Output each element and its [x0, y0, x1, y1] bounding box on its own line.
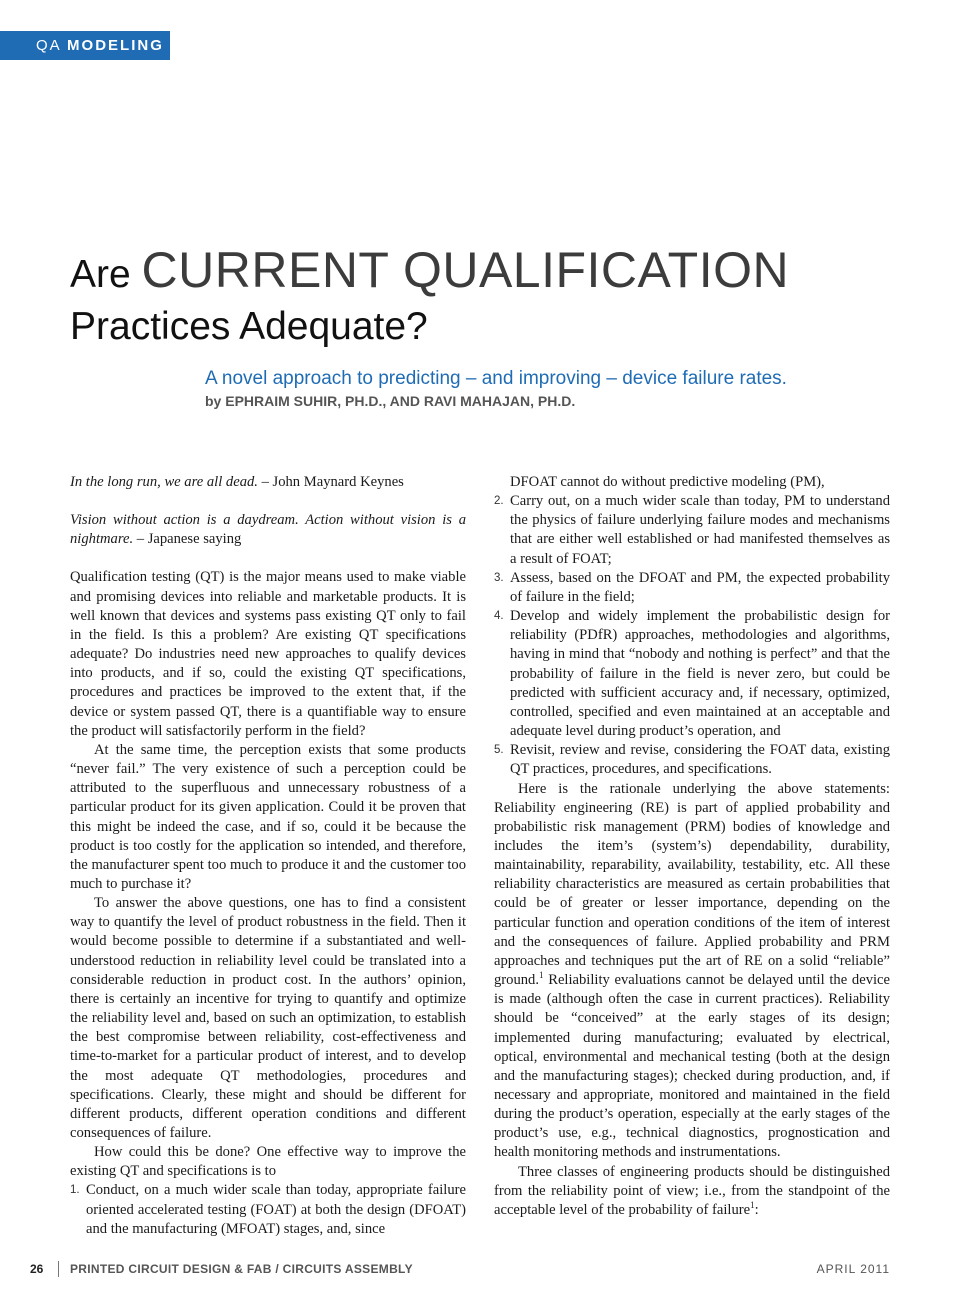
section-tag: [0, 31, 170, 60]
list-item-text: Carry out, on a much wider scale than today, PM to understand the physics of failure underlying failure modes and mechanisms that are either well established or had manifested themselves as a result of FOAT;: [510, 493, 890, 567]
section-tag-label: MODELING: [67, 37, 164, 54]
list-item: [494, 569, 890, 607]
title-line2: Practices Adequate?: [70, 305, 428, 348]
list-item: [494, 492, 890, 569]
body-paragraph: Qualification testing (QT) is the major means used to make viable and promising devices into reliable and marketable products. It is well known that devices and systems pass existing QT only to fail in the field. Is this a problem? Are existing QT specifications adequate? Do industries need new approaches to qualify devices into products, and if so, could the existing QT specifications, procedures and practices be improved to the extent that, if the device or system passed QT, there is a quantifiable way to ensure the product will satisfactorily perform in the field?: [70, 569, 466, 739]
rationale-text: Here is the rationale underlying the above statements: Reliability engineering (RE) is part of applied probability and probabilistic risk management (PRM) bodies of knowledge and includes the item’s (system’s) dependability, durability, maintainability, reparability, availability, testability, etc. All these reliability characteristics are measured as certain probabilities that could be of greater or lesser importance, depending on the particular function and operation conditions of the item of interest and the consequences of failure. Applied probability and PRM approaches and techniques put the art of RE on a solid “reliable” ground.: [494, 780, 890, 989]
epigraph-japanese: [70, 511, 466, 549]
epigraph-japanese-attribution: – Japanese saying: [133, 531, 242, 548]
list-item-number: 1.: [70, 1184, 80, 1197]
list-item: [70, 1181, 466, 1238]
left-column: [70, 473, 466, 1239]
article-subtitle: A novel approach to predicting – and improving – device failure rates.: [205, 368, 787, 389]
section-tag-prefix: QA: [36, 37, 61, 54]
list-item: [494, 607, 890, 741]
body-paragraph: How could this be done? One effective way to improve the existing QT and specifications is to: [70, 1144, 466, 1180]
issue-date: APRIL 2011: [816, 1262, 890, 1276]
list-item-number: 2.: [494, 495, 504, 508]
epigraph-keynes: [70, 473, 466, 492]
epigraph-keynes-attribution: – John Maynard Keynes: [257, 474, 404, 490]
publication-name: PRINTED CIRCUIT DESIGN & FAB / CIRCUITS ASSEMBLY: [70, 1262, 413, 1276]
epigraph-japanese-quote: Vision without action is a daydream. Action without vision is a nightmare.: [70, 512, 466, 548]
footer-divider: [58, 1261, 59, 1277]
footnote-ref: 1: [750, 1200, 755, 1211]
list-item-text: DFOAT cannot do without predictive modeling (PM),: [510, 474, 825, 490]
title-emphasis: CURRENT QUALIFICATION: [141, 242, 790, 298]
body-paragraph: [494, 1163, 890, 1220]
page-number: 26: [30, 1262, 44, 1276]
list-item-number: 5.: [494, 744, 504, 757]
article-byline: by EPHRAIM SUHIR, PH.D., AND RAVI MAHAJAN, PH.D.: [205, 393, 576, 409]
title-are: Are: [70, 253, 142, 296]
classes-text-tail: :: [754, 1201, 759, 1218]
body-paragraph: [494, 780, 890, 1163]
epigraph-keynes-quote: In the long run, we are all dead.: [70, 474, 258, 490]
list-item-text: Revisit, review and revise, considering the FOAT data, existing QT practices, procedures, and specifications.: [510, 742, 890, 778]
rationale-text-tail: Reliability evaluations cannot be delayed until the device is made (although often the case in current practices). Reliability should be “conceived” at the early stages of its design; implemented during manufacturing; evaluated by electrical, optical, environmental and mechanical testing (both at the design and the manufacturing stages); checked during production, and, if necessary and appropriate, monitored and maintained in the field during the product’s operation, especially at the early stages of the product’s use, e.g., technical diagnostics, prognostication and health monitoring methods and instrumentations.: [494, 972, 890, 1161]
classes-text: Three classes of engineering products should be distinguished from the reliability point of view; i.e., from the standpoint of the acceptable level of the probability of failure: [494, 1163, 890, 1218]
article-title: [70, 244, 890, 353]
list-item: [494, 741, 890, 779]
list-item: [494, 473, 890, 492]
list-item-text: Conduct, on a much wider scale than today, appropriate failure oriented accelerated testing (FOAT) at both the design (DFOAT) and the manufacturing (MFOAT) stages, and, since: [86, 1182, 466, 1237]
list-item-number: 3.: [494, 571, 504, 584]
page-footer: [0, 1262, 960, 1280]
body-paragraph: To answer the above questions, one has to find a consistent way to quantify the level of product robustness in the field. Then it would become possible to determine if a substantiated and well-understood reduction in reliability level could be translated into a considerable reduction in product cost. In the authors’ opinion, there is certainly an incentive for trying to quantify and optimize the reliability level and, based on such an optimization, to establish the best compromise between reliability, cost-effectiveness and time-to-market for a particular product of interest, and to develop the most adequate QT methodologies, procedures and specifications. Clearly, these might and should be different for different products, different operation conditions and different consequences of failure.: [70, 895, 466, 1141]
right-column: [494, 473, 890, 1220]
body-paragraph: At the same time, the perception exists that some products “never fail.” The very existence of such a perception could be attributed to the superfluous and unnecessary robustness of a particular product for its given application. Could it be proven that this might be indeed the case, and if so, could it be because the product is too costly for the application so intended, and therefore, the manufacturer spent too much to produce it and the customer too much to purchase it?: [70, 741, 466, 892]
footnote-ref: 1: [539, 970, 544, 981]
list-item-text: Assess, based on the DFOAT and PM, the expected probability of failure in the field;: [510, 569, 890, 605]
list-item-number: 4.: [494, 610, 504, 623]
list-item-text: Develop and widely implement the probabilistic design for reliability (PDfR) approaches, methodologies and algorithms, having in mind that “nobody and nothing is perfect” and that the probability of failure in the field is never zero, but could be predicted with sufficient accuracy and, if necessary, optimized, controlled, specified and even maintained at an acceptable and adequate level during product’s operation, and: [510, 608, 890, 740]
